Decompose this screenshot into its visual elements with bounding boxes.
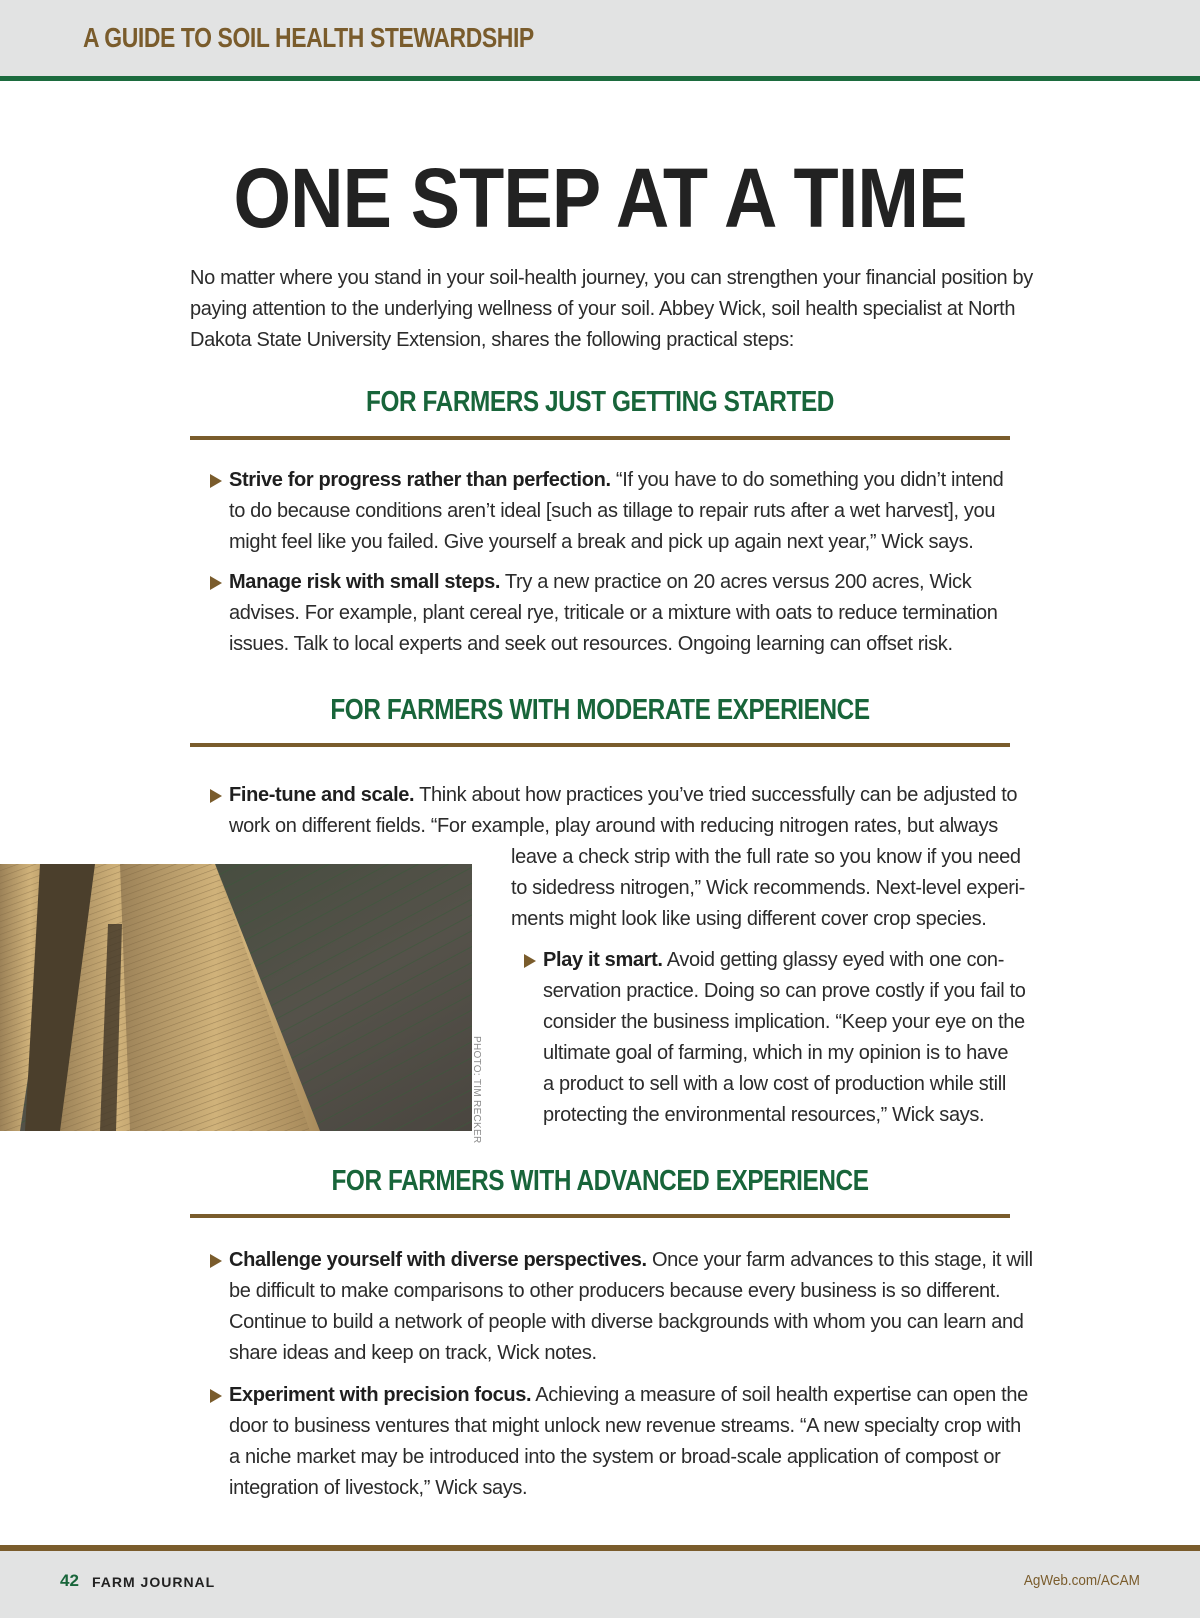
page-number: 42 [60,1571,79,1590]
bullet-item [229,567,998,660]
bullet-text: Continue to build a network of people with diverse backgrounds with whom you can learn and [229,1311,1024,1333]
bullet-text: Think about how practices you’ve tried successfully can be adjusted to [414,784,1018,806]
intro-line: No matter where you stand in your soil-health journey, you can strengthen your financial position by [190,267,1033,289]
bullet-item [229,1245,1033,1369]
bullet-text: a product to sell with a low cost of production while still [543,1073,1006,1095]
bullet-lead: Manage risk with small steps. [229,571,501,593]
section-rule [190,436,1010,440]
photo-credit: PHOTO: TIM RECKER [471,1036,482,1144]
bullet-text: be difficult to make comparisons to other producers because every business is so different. [229,1280,1001,1302]
bullet-text: servation practice. Doing so can prove costly if you fail to [543,980,1026,1002]
bullet-text: a niche market may be introduced into the system or broad-scale application of compost or [229,1446,1001,1468]
bullet-text: Achieving a measure of soil health expertise can open the [531,1384,1028,1406]
bullet-triangle-icon [210,1389,222,1403]
section-heading-moderate: FOR FARMERS WITH MODERATE EXPERIENCE [330,694,870,726]
bullet-text: Avoid getting glassy eyed with one con- [662,949,1005,971]
bullet-text: integration of livestock,” Wick says. [229,1477,528,1499]
bullet-text: leave a check strip with the full rate so you know if you need [511,846,1021,868]
bullet-lead: Strive for progress rather than perfection. [229,469,611,491]
bullet-text: share ideas and keep on track, Wick notes. [229,1342,597,1364]
bullet-text: issues. Talk to local experts and seek out resources. Ongoing learning can offset risk. [229,633,953,655]
bullet-item [543,945,1026,1131]
bullet-text: door to business ventures that might unlock new revenue streams. “A new specialty crop with [229,1415,1021,1437]
bullet-lead: Fine-tune and scale. [229,784,415,806]
bullet-lead: Play it smart. [543,949,663,971]
bullet-triangle-icon [210,474,222,488]
publication-name: FARM JOURNAL [92,1574,216,1590]
intro-paragraph [190,263,1033,356]
bullet-triangle-icon [210,576,222,590]
bullet-item [229,465,1003,558]
bullet-lead: Challenge yourself with diverse perspectives. [229,1249,647,1271]
section-heading-advanced: FOR FARMERS WITH ADVANCED EXPERIENCE [331,1165,869,1197]
running-head: A GUIDE TO SOIL HEALTH STEWARDSHIP [83,22,534,53]
bullet-text: to sidedress nitrogen,” Wick recommends. Next-level experi- [511,877,1025,899]
bullet-triangle-icon [524,954,536,968]
bullet-triangle-icon [210,1254,222,1268]
field-photo-icon [0,864,472,1131]
bullet-item [229,1380,1028,1504]
bullet-text: protecting the environmental resources,” Wick says. [543,1104,985,1126]
bullet-text: advises. For example, plant cereal rye, triticale or a mixture with oats to reduce termination [229,602,998,624]
bullet-text: to do because conditions aren’t ideal [such as tillage to repair ruts after a wet harvest], you [229,500,996,522]
bullet-lead: Experiment with precision focus. [229,1384,532,1406]
website-link[interactable]: AgWeb.com/ACAM [1023,1572,1140,1589]
bullet-text: work on different fields. “For example, play around with reducing nitrogen rates, but always [229,815,998,837]
bullet-text: “If you have to do something you didn’t intend [610,469,1004,491]
section-heading-getting-started: FOR FARMERS JUST GETTING STARTED [366,386,834,418]
section-rule [190,743,1010,747]
header-rule [0,76,1200,81]
section-rule [190,1214,1010,1218]
bullet-text: Try a new practice on 20 acres versus 200 acres, Wick [500,571,972,593]
field-photo [0,864,472,1131]
intro-line: paying attention to the underlying wellness of your soil. Abbey Wick, soil health specialist at North [190,298,1016,320]
bullet-text: ments might look like using different cover crop species. [511,908,987,930]
bullet-text: might feel like you failed. Give yourself a break and pick up again next year,” Wick says. [229,531,974,553]
intro-line: Dakota State University Extension, shares the following practical steps: [190,329,794,351]
bullet-text: ultimate goal of farming, which in my opinion is to have [543,1042,1009,1064]
bullet-text: Once your farm advances to this stage, it will [646,1249,1033,1271]
bullet-text: consider the business implication. “Keep your eye on the [543,1011,1025,1033]
page-title: ONE STEP AT A TIME [233,151,967,245]
bullet-triangle-icon [210,789,222,803]
